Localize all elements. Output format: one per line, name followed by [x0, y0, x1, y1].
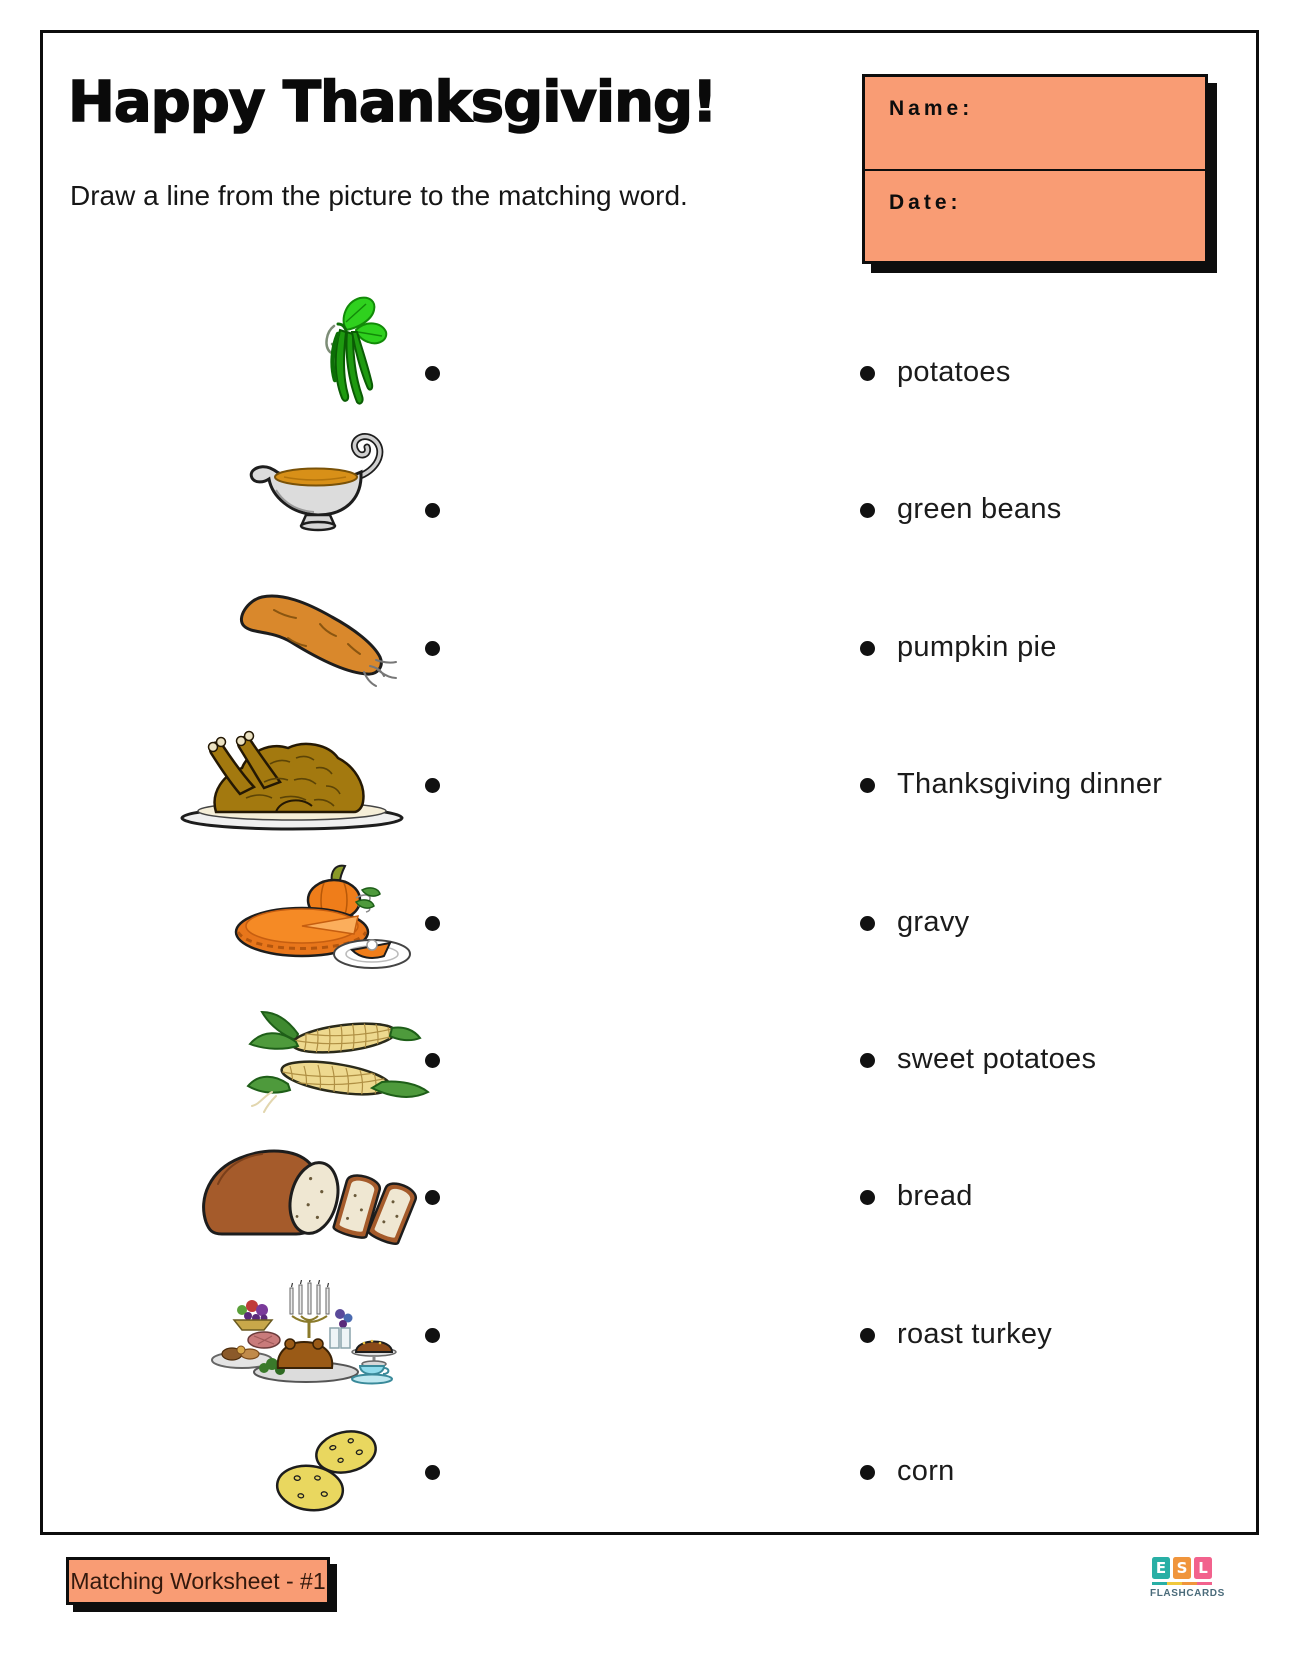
worksheet-badge [66, 1557, 330, 1605]
name-field[interactable] [865, 77, 1205, 169]
logo-tiles [1150, 1557, 1214, 1579]
picture-thanksgiving-dinner[interactable] [206, 1280, 408, 1386]
dot-picture-thanksgiving-dinner[interactable] [425, 1328, 440, 1343]
word-corn[interactable]: corn [897, 1454, 955, 1487]
worksheet-badge-label: Matching Worksheet - #1 [70, 1567, 326, 1594]
dot-word-green-beans[interactable] [860, 503, 875, 518]
name-date-box [862, 74, 1208, 264]
dot-word-sweet-potatoes[interactable] [860, 1053, 875, 1068]
word-gravy[interactable]: gravy [897, 905, 970, 938]
picture-potatoes[interactable] [268, 1424, 390, 1518]
picture-roast-turkey[interactable] [176, 724, 408, 834]
dot-picture-green-beans[interactable] [425, 366, 440, 381]
dot-picture-corn[interactable] [425, 1053, 440, 1068]
date-field[interactable] [865, 169, 1205, 261]
picture-gravy-boat[interactable] [244, 420, 392, 532]
dot-word-potatoes[interactable] [860, 366, 875, 381]
picture-pumpkin-pie[interactable] [230, 858, 412, 972]
bread-icon [192, 1128, 424, 1254]
dot-picture-sweet-potato[interactable] [425, 641, 440, 656]
dot-picture-roast-turkey[interactable] [425, 778, 440, 793]
pumpkin-pie-icon [230, 858, 412, 972]
date-label: Date: [889, 191, 962, 214]
logo-tile-e: E [1152, 1557, 1170, 1579]
word-sweet-potatoes[interactable]: sweet potatoes [897, 1042, 1097, 1075]
dot-word-roast-turkey[interactable] [860, 1328, 875, 1343]
word-potatoes[interactable]: potatoes [897, 355, 1011, 388]
dot-word-corn[interactable] [860, 1465, 875, 1480]
thanksgiving-dinner-icon [206, 1280, 408, 1386]
word-pumpkin-pie[interactable]: pumpkin pie [897, 630, 1057, 663]
logo-tile-s: S [1173, 1557, 1191, 1579]
word-roast-turkey[interactable]: roast turkey [897, 1317, 1053, 1350]
dot-picture-gravy-boat[interactable] [425, 503, 440, 518]
word-thanksgiving-dinner[interactable]: Thanksgiving dinner [897, 767, 1163, 800]
instruction-text: Draw a line from the picture to the matching word. [70, 180, 688, 211]
logo-tile-l: L [1194, 1557, 1212, 1579]
logo-rainbow-bar [1152, 1582, 1212, 1585]
green-beans-icon [300, 290, 392, 408]
word-bread[interactable]: bread [897, 1179, 973, 1212]
picture-bread[interactable] [192, 1128, 424, 1254]
picture-corn[interactable] [242, 1000, 434, 1114]
dot-picture-bread[interactable] [425, 1190, 440, 1205]
gravy-boat-icon [244, 420, 392, 532]
word-green-beans[interactable]: green beans [897, 492, 1062, 525]
dot-picture-pumpkin-pie[interactable] [425, 916, 440, 931]
corn-icon [242, 1000, 434, 1114]
name-label: Name: [889, 97, 974, 120]
dot-word-thanksgiving-dinner[interactable] [860, 778, 875, 793]
potatoes-icon [268, 1424, 390, 1518]
page-title: Happy Thanksgiving! [68, 70, 717, 135]
sweet-potato-icon [228, 582, 408, 694]
dot-word-bread[interactable] [860, 1190, 875, 1205]
dot-picture-potatoes[interactable] [425, 1465, 440, 1480]
picture-green-beans[interactable] [300, 290, 392, 408]
roast-turkey-icon [176, 724, 408, 834]
dot-word-gravy[interactable] [860, 916, 875, 931]
dot-word-pumpkin-pie[interactable] [860, 641, 875, 656]
esl-flashcards-logo [1150, 1557, 1225, 1599]
logo-subtitle: FLASHCARDS [1150, 1588, 1225, 1599]
picture-sweet-potato[interactable] [228, 582, 408, 694]
